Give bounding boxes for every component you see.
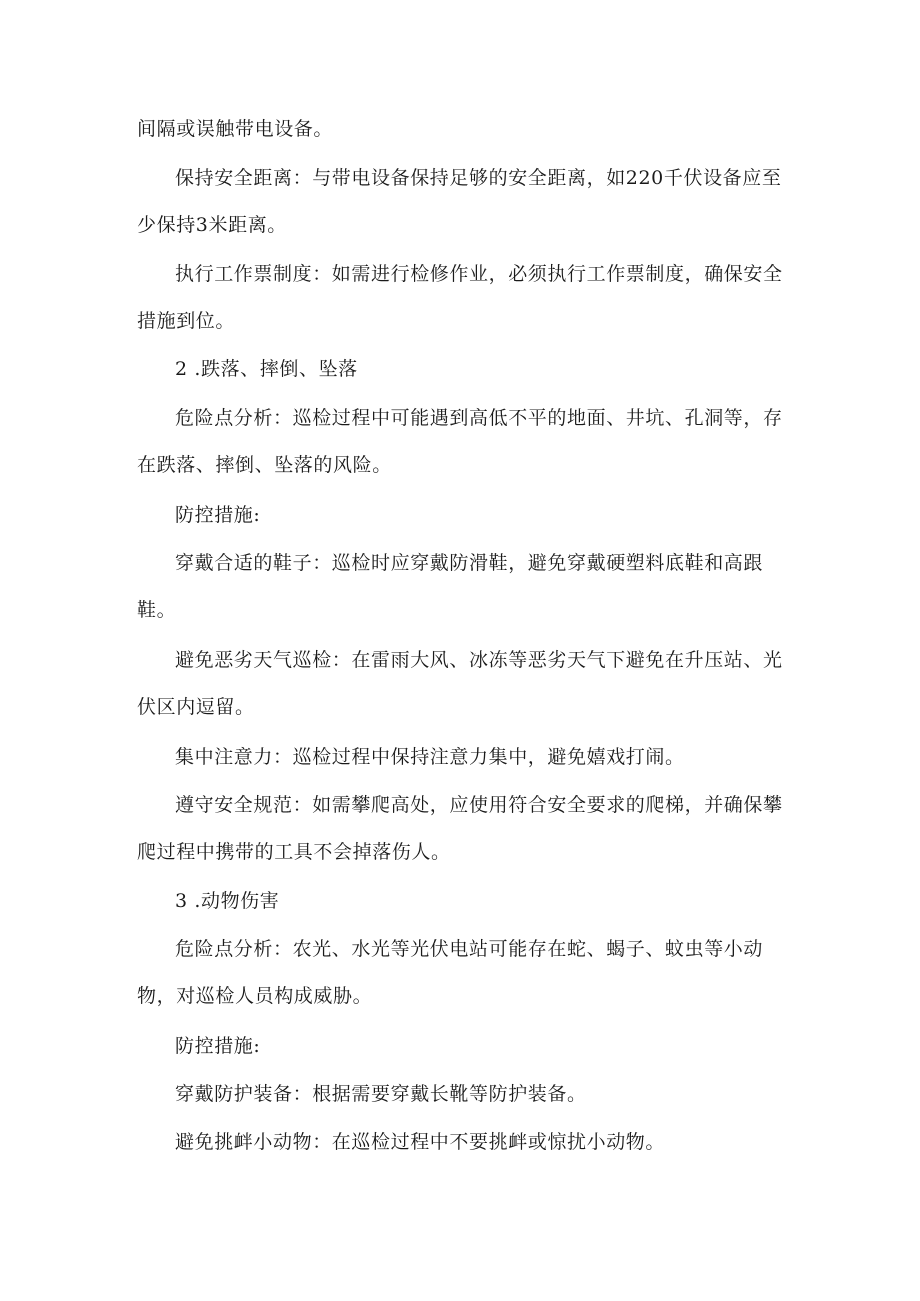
paragraph-proper-shoes: 穿戴合适的鞋子：巡检时应穿戴防滑鞋，避免穿戴硬塑料底鞋和高跟鞋。 <box>137 552 764 621</box>
paragraph-safe-distance: 保持安全距离：与带电设备保持足够的安全距离，如220千伏设备应至少保持3米距离。 <box>137 167 782 236</box>
paragraph-control-measures-label: 防控措施: <box>175 504 261 526</box>
section-heading-falls: 2 .跌落、摔倒、坠落 <box>175 358 358 380</box>
paragraph-safety-rules: 遵守安全规范：如需攀爬高处，应使用符合安全要求的爬梯，并确保攀爬过程中携带的工具不会掉落伤人。 <box>137 794 783 863</box>
paragraph-protective-gear: 穿戴防护装备：根据需要穿戴长靴等防护装备。 <box>175 1083 587 1105</box>
paragraph-control-measures-label-2: 防控措施: <box>175 1035 261 1057</box>
section-heading-animal-injury: 3 .动物伤害 <box>175 890 280 912</box>
paragraph-work-ticket: 执行工作票制度：如需进行检修作业，必须执行工作票制度，确保安全措施到位。 <box>137 263 783 332</box>
paragraph-animal-hazard-analysis: 危险点分析：农光、水光等光伏电站可能存在蛇、蝎子、蚊虫等小动物，对巡检人员构成威胁。 <box>137 938 764 1007</box>
paragraph-avoid-provoking-animals: 避免挑衅小动物：在巡检过程中不要挑衅或惊扰小动物。 <box>175 1131 666 1153</box>
paragraph-continuation: 间隔或误触带电设备。 <box>137 118 334 140</box>
paragraph-bad-weather: 避免恶劣天气巡检：在雷雨大风、冰冻等恶劣天气下避免在升压站、光伏区内逗留。 <box>137 649 783 718</box>
paragraph-fall-hazard-analysis: 危险点分析：巡检过程中可能遇到高低不平的地面、井坑、孔洞等，存在跌落、摔倒、坠落的风险。 <box>137 407 783 476</box>
paragraph-concentration: 集中注意力：巡检过程中保持注意力集中，避免嬉戏打闹。 <box>175 746 685 768</box>
